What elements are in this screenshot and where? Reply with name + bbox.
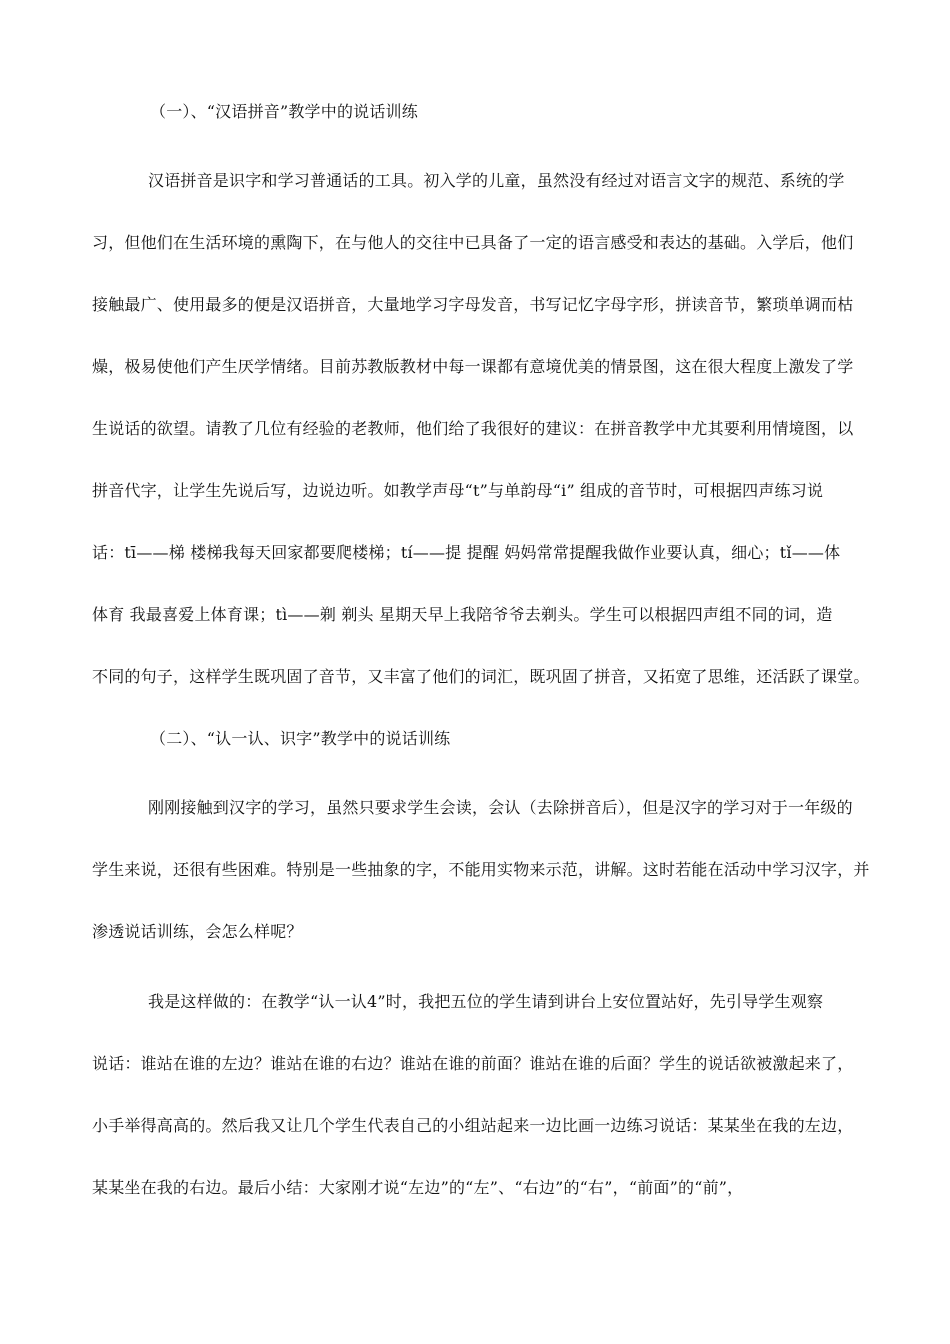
section-heading-literacy: （二）、“认一认、识字”教学中的说话训练 — [150, 729, 451, 748]
paragraph-line: 某某坐在我的右边。最后小结：大家刚才说“左边”的“左”、“右边”的“右”，“前面”的“前”， — [92, 1178, 744, 1197]
paragraph-line: 刚刚接触到汉字的学习，虽然只要求学生会读，会认（去除拼音后），但是汉字的学习对于一年级的 — [148, 798, 853, 817]
section-heading-pinyin: （一）、“汉语拼音”教学中的说话训练 — [150, 102, 418, 121]
paragraph-line: 不同的句子，这样学生既巩固了音节，又丰富了他们的词汇，既巩固了拼音，又拓宽了思维，还活跃了课堂。 — [92, 667, 870, 686]
paragraph-line: 学生来说，还很有些困难。特别是一些抽象的字，不能用实物来示范，讲解。这时若能在活动中学习汉字，并 — [92, 860, 870, 879]
paragraph-line: 渗透说话训练，会怎么样呢？ — [92, 922, 303, 941]
paragraph-line: 话：tī——梯 楼梯我每天回家都要爬楼梯；tí——提 提醒 妈妈常常提醒我做作业要认真，细心；tǐ——体 — [92, 543, 841, 562]
paragraph-line: 小手举得高高的。然后我又让几个学生代表自己的小组站起来一边比画一边练习说话：某某坐在我的左边， — [92, 1116, 854, 1135]
paragraph-line: 我是这样做的：在教学“认一认4”时，我把五位的学生请到讲台上安位置站好，先引导学生观察 — [148, 992, 824, 1011]
paragraph-line: 拼音代字，让学生先说后写，边说边听。如教学声母“t”与单韵母“i” 组成的音节时，可根据四声练习说 — [92, 481, 824, 500]
paragraph-line: 习，但他们在生活环境的熏陶下，在与他人的交往中已具备了一定的语言感受和表达的基础。入学后，他们 — [92, 233, 854, 252]
paragraph-line: 体育 我最喜爱上体育课；tì——剃 剃头 星期天早上我陪爷爷去剃头。学生可以根据四声组不同的词，造 — [92, 605, 833, 624]
paragraph-line: 燥，极易使他们产生厌学情绪。目前苏教版教材中每一课都有意境优美的情景图，这在很大程度上激发了学 — [92, 357, 854, 376]
paragraph-line: 生说话的欲望。请教了几位有经验的老教师，他们给了我很好的建议：在拼音教学中尤其要利用情境图，以 — [92, 419, 854, 438]
paragraph-line: 接触最广、使用最多的便是汉语拼音，大量地学习字母发音，书写记忆字母字形，拼读音节，繁琐单调而枯 — [92, 295, 854, 314]
paragraph-line: 汉语拼音是识字和学习普通话的工具。初入学的儿童，虽然没有经过对语言文字的规范、系统的学 — [148, 171, 845, 190]
paragraph-line: 说话：谁站在谁的左边？谁站在谁的右边？谁站在谁的前面？谁站在谁的后面？学生的说话欲被激起来了， — [92, 1054, 854, 1073]
